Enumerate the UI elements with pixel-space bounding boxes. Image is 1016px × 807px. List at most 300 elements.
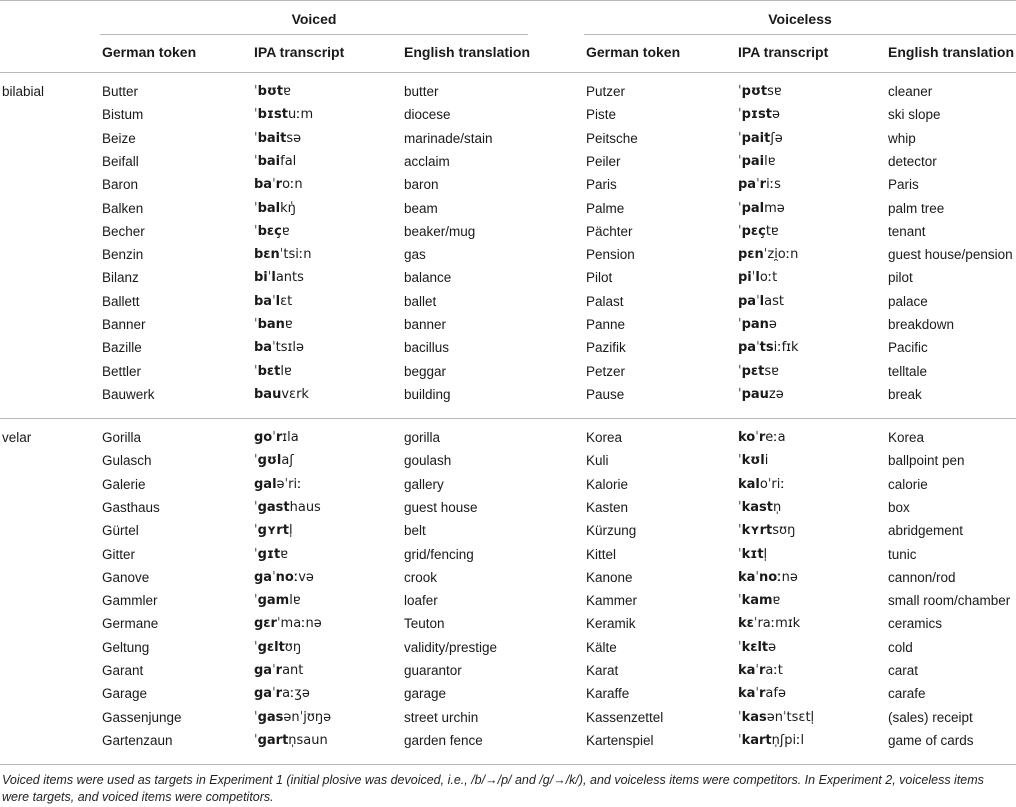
voiceless-german-token: Keramik (586, 616, 636, 632)
voiceless-ipa-transcript (738, 154, 776, 170)
voiceless-english-translation: Pacific (888, 340, 928, 356)
ipa-stressed-segment: gʏrt (257, 523, 289, 539)
ipa-segment: ˈ (756, 340, 760, 356)
voiced-ipa-transcript (254, 201, 296, 217)
ipa-stressed-segment: ga (254, 569, 273, 585)
voiced-german-token: Ganove (102, 569, 150, 585)
voiced-english-translation: guest house (404, 499, 478, 515)
voiced-ipa-transcript (254, 177, 303, 193)
voiceless-german-token: Kittel (586, 546, 617, 562)
voiceless-german-token: Kassenzettel (586, 709, 664, 725)
voiced-english-translation: crook (404, 569, 438, 585)
ipa-stressed-segment: bi (254, 270, 268, 286)
voiceless-german-token: Kanone (586, 569, 633, 585)
voiceless-english-translation: whip (888, 130, 916, 146)
voiceless-ipa-transcript (738, 247, 798, 263)
voiced-german-token: Gürtel (102, 523, 139, 539)
voiceless-german-token: Pause (586, 386, 625, 402)
ipa-stressed-segment: pait (741, 130, 771, 146)
ipa-stressed-segment: kam (741, 593, 773, 609)
voiced-ipa-transcript (254, 294, 292, 310)
ipa-segment: sʊŋ (772, 523, 796, 539)
ipa-stressed-segment: l (275, 293, 281, 309)
ipa-stressed-segment: r (275, 686, 283, 702)
voiceless-german-token: Palme (586, 200, 625, 216)
voiceless-german-token: Palast (586, 293, 624, 309)
voiced-german-token: Becher (102, 223, 145, 239)
ipa-segment: ɐ (284, 317, 293, 332)
ipa-stressed-segment: ka (738, 569, 756, 585)
ipa-stressed-segment: bɛn (254, 247, 280, 263)
table-top-rule (0, 0, 1016, 1)
ipa-stressed-segment: pi (738, 270, 752, 286)
ipa-stressed-segment: r (275, 177, 283, 193)
ipa-stressed-segment: gɛlt (257, 639, 285, 655)
voiced-german-token: Germane (102, 616, 159, 632)
ipa-stressed-segment: l (759, 293, 765, 309)
voiced-ipa-transcript (254, 131, 301, 147)
ipa-stressed-segment: kas (741, 709, 767, 725)
voiced-german-token: Bettler (102, 363, 142, 379)
ipa-segment: sɐ (767, 84, 782, 99)
ipa-stressed-segment: gʊl (257, 453, 282, 469)
ipa-segment: aʃ (281, 453, 294, 469)
ipa-stressed-segment: noː (759, 569, 782, 585)
col-header-voiced-ipa: IPA transcript (254, 44, 345, 60)
ipa-segment: ˈ (254, 732, 258, 748)
voiced-german-token: Bazille (102, 340, 142, 356)
ipa-segment: ˈ (254, 639, 258, 655)
ipa-segment: kŋ̍ (280, 200, 296, 216)
ipa-stressed-segment: pau (741, 386, 769, 402)
voiceless-english-translation: box (888, 499, 910, 515)
voiced-ipa-transcript (254, 570, 314, 586)
voiceless-ipa-transcript (738, 663, 783, 679)
voiceless-german-token: Pächter (586, 223, 633, 239)
voiceless-german-token: Panne (586, 317, 626, 332)
voiceless-german-token: Pension (586, 247, 635, 263)
voiced-german-token: Gartenzaun (102, 732, 173, 748)
ipa-stressed-segment: r (275, 430, 283, 445)
voiced-ipa-transcript (254, 640, 301, 656)
voiced-german-token: Gassenjunge (102, 709, 182, 725)
ipa-segment: ˈ (738, 363, 742, 379)
ipa-stressed-segment: pɪst (741, 107, 772, 123)
ipa-stressed-segment: gal (254, 476, 277, 492)
voiced-german-token: Gulasch (102, 453, 152, 469)
ipa-stressed-segment: l (271, 270, 276, 286)
voiceless-english-translation: tenant (888, 223, 926, 239)
voiceless-german-token: Paris (586, 177, 617, 193)
ipa-segment: ˈ (738, 130, 742, 146)
voiceless-german-token: Kammer (586, 593, 638, 609)
voiceless-ipa-transcript (738, 453, 768, 469)
category-label-velar: velar (2, 430, 32, 445)
ipa-stressed-segment: bɛç (257, 223, 282, 239)
voiced-english-translation: gas (404, 247, 426, 263)
voiced-ipa-transcript (254, 477, 301, 493)
ipa-segment: ˈ (254, 153, 258, 169)
ipa-stressed-segment: bai (257, 153, 281, 169)
ipa-segment: lɐ (764, 153, 776, 169)
ipa-segment: ˈmaːnə (276, 616, 322, 632)
ipa-segment: ˈ (254, 223, 258, 239)
group-rule-voiced (100, 34, 528, 35)
ipa-stressed-segment: bait (257, 130, 287, 146)
ipa-segment: eːa (765, 430, 786, 445)
ipa-stressed-segment: pɛç (741, 223, 766, 239)
voiceless-ipa-transcript (738, 733, 804, 749)
voiceless-german-token: Pilot (586, 270, 613, 286)
voiceless-ipa-transcript (738, 547, 767, 563)
voiced-german-token: Bauwerk (102, 386, 155, 402)
ipa-segment: ˈ (738, 639, 742, 655)
ipa-stressed-segment: bau (254, 386, 282, 402)
voiced-english-translation: balance (404, 270, 452, 286)
ipa-segment: ast (764, 293, 784, 309)
voiced-ipa-transcript (254, 733, 328, 749)
voiced-german-token: Garage (102, 686, 148, 702)
voiceless-german-token: Piste (586, 107, 617, 123)
ipa-stressed-segment: r (758, 430, 766, 445)
ipa-segment: ˈ (738, 386, 742, 402)
ipa-segment: lɐ (280, 363, 292, 379)
ipa-stressed-segment: l (755, 270, 760, 286)
ipa-stressed-segment: ban (257, 317, 285, 332)
section-divider-rule (0, 418, 1016, 419)
voiceless-english-translation: carafe (888, 686, 926, 702)
ipa-stressed-segment: ba (254, 177, 273, 193)
ipa-segment: ɪla (282, 430, 299, 445)
voiced-english-translation: acclaim (404, 153, 450, 169)
ipa-segment: ˈ (756, 293, 760, 309)
voiced-english-translation: loafer (404, 593, 438, 609)
voiceless-german-token: Kälte (586, 639, 617, 655)
ipa-segment: ˈ (254, 363, 258, 379)
ipa-segment: ˈ (254, 84, 258, 99)
ipa-stressed-segment: gas (257, 709, 284, 725)
ipa-segment: ˈ (254, 317, 258, 332)
ipa-segment: tɐ (765, 223, 779, 239)
ipa-stressed-segment: pan (741, 317, 769, 332)
ipa-segment: ɐ (283, 84, 291, 99)
ipa-segment: və (298, 569, 314, 585)
ipa-stressed-segment: bal (257, 200, 281, 216)
ipa-segment: ˈ (738, 546, 742, 562)
voiced-ipa-transcript (254, 523, 293, 539)
voiceless-english-translation: ballpoint pen (888, 453, 965, 469)
voiceless-german-token: Petzer (586, 363, 626, 379)
ipa-segment: ˈzi̯oːn (763, 247, 799, 263)
ipa-segment: iːs (766, 177, 781, 193)
voiceless-ipa-transcript (738, 500, 781, 516)
voiceless-ipa-transcript (738, 570, 798, 586)
voiceless-english-translation: breakdown (888, 317, 955, 332)
ipa-segment: ɐ (281, 223, 290, 239)
ipa-stressed-segment: gam (257, 593, 290, 609)
ipa-segment: ˈ (738, 223, 742, 239)
ipa-stressed-segment: kʏrt (741, 523, 773, 539)
ipa-stressed-segment: kʊl (741, 453, 765, 469)
ipa-segment: ˈ (738, 709, 742, 725)
voiceless-german-token: Karaffe (586, 686, 630, 702)
voiceless-english-translation: Korea (888, 430, 925, 445)
ipa-segment: ˈ (254, 546, 258, 562)
ipa-segment: l̩ (288, 523, 293, 539)
ipa-segment: əˈriː (276, 476, 302, 492)
voiceless-ipa-transcript (738, 640, 776, 656)
ipa-segment: ants (275, 270, 304, 286)
voiceless-ipa-transcript (738, 364, 779, 380)
voiced-german-token: Butter (102, 84, 139, 99)
voiced-ipa-transcript (254, 317, 293, 333)
ipa-segment: ə (771, 107, 780, 123)
ipa-segment: ɐ (772, 593, 781, 609)
ipa-segment: ˈ (272, 293, 276, 309)
ipa-stressed-segment: kal (738, 476, 760, 492)
ipa-stressed-segment: kɛlt (741, 639, 769, 655)
voiceless-english-translation: cold (888, 639, 913, 655)
ipa-stressed-segment: ga (254, 663, 273, 678)
voiced-english-translation: ballet (404, 293, 437, 309)
ipa-stressed-segment: r (759, 686, 766, 702)
ipa-segment: ˈ (254, 453, 258, 469)
voiced-ipa-transcript (254, 270, 304, 286)
voiced-german-token: Ballett (102, 293, 140, 309)
voiced-english-translation: butter (404, 84, 439, 99)
voiced-ipa-transcript (254, 84, 291, 100)
ipa-segment: ˈ (254, 709, 258, 725)
group-header-voiceless: Voiceless (768, 11, 832, 27)
voiced-german-token: Beize (102, 130, 136, 146)
ipa-segment: ˈ (254, 593, 258, 609)
voiceless-german-token: Peiler (586, 153, 621, 169)
ipa-segment: ˈtsɪlə (272, 340, 304, 356)
voiced-english-translation: grid/fencing (404, 546, 474, 562)
voiceless-german-token: Kuli (586, 453, 609, 469)
voiced-ipa-transcript (254, 107, 313, 123)
ipa-stressed-segment: kast (741, 499, 773, 515)
voiceless-english-translation: carat (888, 663, 919, 678)
ipa-segment: ˈ (254, 523, 258, 539)
ipa-segment: aːt (765, 663, 783, 678)
voiced-english-translation: diocese (404, 107, 451, 123)
col-header-voiceless-english: English translation (888, 44, 1015, 60)
voiceless-ipa-transcript (738, 710, 814, 726)
voiced-german-token: Banner (102, 317, 146, 332)
ipa-segment: ˈ (738, 453, 742, 469)
group-rule-voiceless (584, 34, 1016, 35)
ipa-stressed-segment: ba (254, 340, 273, 356)
ipa-stressed-segment: bʊt (257, 84, 284, 99)
ipa-segment: n̩ʃpiːl (771, 732, 805, 748)
ipa-segment: nə (781, 569, 798, 585)
voiceless-ipa-transcript (738, 477, 785, 493)
header-bottom-rule (0, 72, 1016, 73)
voiceless-ipa-transcript (738, 294, 784, 310)
ipa-segment: ˈ (272, 686, 276, 702)
voiceless-ipa-transcript (738, 430, 786, 446)
ipa-stressed-segment: ba (254, 293, 273, 309)
ipa-segment: ˈ (254, 499, 258, 515)
voiceless-english-translation: cannon/rod (888, 569, 956, 585)
voiced-english-translation: belt (404, 523, 426, 539)
ipa-segment: ˈ (254, 200, 258, 216)
voiced-english-translation: garage (404, 686, 447, 702)
voiceless-ipa-transcript (738, 523, 795, 539)
voiced-ipa-transcript (254, 686, 310, 702)
voiced-german-token: Baron (102, 177, 139, 193)
voiceless-german-token: Peitsche (586, 130, 638, 146)
ipa-segment: ə (768, 639, 777, 655)
voiced-english-translation: building (404, 386, 451, 402)
ipa-segment: ˈ (751, 270, 756, 286)
voiced-ipa-transcript (254, 387, 309, 403)
ipa-segment: ˈ (272, 430, 276, 445)
voiced-german-token: Benzin (102, 247, 144, 263)
voiceless-english-translation: palace (888, 293, 928, 309)
voiceless-ipa-transcript (738, 131, 783, 147)
ipa-stressed-segment: pai (741, 153, 765, 169)
ipa-segment: sə (286, 130, 302, 146)
ipa-segment: ˈ (738, 593, 742, 609)
voiced-ipa-transcript (254, 547, 288, 563)
ipa-stressed-segment: go (254, 430, 273, 445)
ipa-stressed-segment: ka (738, 686, 756, 702)
voiceless-german-token: Kasten (586, 499, 629, 515)
ipa-stressed-segment: pa (738, 177, 757, 193)
ipa-segment: zə (768, 386, 784, 402)
ipa-stressed-segment: ts (759, 340, 774, 356)
ipa-segment: aːʒə (282, 686, 310, 702)
ipa-stressed-segment: r (275, 663, 283, 678)
table-footnote: Voiced items were used as targets in Experiment 1 (initial plosive was devoiced, i.e., /b/→/p/ and /g/→/k/), and voiceless items were competitors. In Experiment 2, voiceless items were targets, and voiced items were competitors. (2, 773, 984, 804)
ipa-segment: n̩ (772, 499, 782, 515)
voiced-ipa-transcript (254, 224, 290, 240)
ipa-segment: ˈ (738, 523, 742, 539)
ipa-stressed-segment: pɛt (741, 363, 765, 379)
ipa-segment: ɐ (280, 546, 289, 562)
voiced-english-translation: bacillus (404, 340, 450, 356)
voiced-english-translation: beaker/mug (404, 223, 476, 239)
voiceless-ipa-transcript (738, 340, 799, 356)
table-bottom-rule (0, 764, 1016, 765)
voiceless-german-token: Pazifik (586, 340, 626, 356)
voiceless-ipa-transcript (738, 593, 780, 609)
voiceless-english-translation: Paris (888, 177, 919, 193)
voiceless-ipa-transcript (738, 270, 777, 286)
voiced-english-translation: Teuton (404, 616, 445, 632)
voiced-ipa-transcript (254, 710, 331, 726)
voiceless-english-translation: palm tree (888, 200, 945, 216)
voiced-english-translation: gorilla (404, 430, 441, 445)
ipa-stressed-segment: kɪt (741, 546, 764, 562)
ipa-segment: haus (289, 499, 321, 515)
voiceless-german-token: Kalorie (586, 476, 629, 492)
voiceless-english-translation: ski slope (888, 107, 941, 123)
voiceless-ipa-transcript (738, 387, 784, 403)
voiced-ipa-transcript (254, 430, 299, 446)
ipa-stressed-segment: gart (257, 732, 289, 748)
ipa-segment: fal (280, 153, 297, 169)
voiced-english-translation: guarantor (404, 663, 462, 678)
voiceless-english-translation: small room/chamber (888, 593, 1011, 609)
voiceless-ipa-transcript (738, 616, 800, 632)
voiced-ipa-transcript (254, 593, 301, 609)
voiceless-english-translation: cleaner (888, 84, 933, 99)
ipa-stressed-segment: r (759, 177, 767, 193)
ipa-stressed-segment: ga (254, 686, 273, 702)
ipa-segment: ˈ (254, 107, 258, 123)
voiceless-german-token: Kartenspiel (586, 732, 654, 748)
ipa-segment: ˈ (755, 686, 759, 702)
voiced-english-translation: beam (404, 200, 438, 216)
voiced-english-translation: validity/prestige (404, 639, 498, 655)
ipa-segment: ˈ (738, 200, 742, 216)
ipa-segment: oˈriː (759, 476, 785, 492)
voiced-english-translation: baron (404, 177, 439, 193)
category-label-bilabial: bilabial (2, 84, 45, 99)
voiceless-english-translation: abridgement (888, 523, 964, 539)
ipa-segment: ˈ (272, 663, 276, 678)
voiceless-german-token: Putzer (586, 84, 626, 99)
voiced-ipa-transcript (254, 453, 294, 469)
ipa-segment: ˈ (755, 430, 759, 445)
ipa-stressed-segment: ka (738, 663, 756, 678)
ipa-segment: ˈ (756, 177, 760, 193)
voiceless-english-translation: guest house/pension (888, 247, 1013, 263)
voiced-german-token: Gitter (102, 546, 136, 562)
ipa-segment: ˈ (254, 130, 258, 146)
voiceless-english-translation: (sales) receipt (888, 709, 973, 725)
ipa-stressed-segment: kɛ (738, 616, 754, 632)
ipa-stressed-segment: noː (275, 569, 299, 585)
ipa-segment: sɐ (764, 363, 779, 379)
voiced-german-token: Geltung (102, 639, 150, 655)
ipa-stressed-segment: pa (738, 340, 757, 356)
voiced-english-translation: street urchin (404, 709, 479, 725)
voiceless-english-translation: tunic (888, 546, 917, 562)
ipa-segment: ˈ (738, 153, 742, 169)
voiceless-english-translation: game of cards (888, 732, 974, 748)
ipa-segment: ʃə (770, 130, 783, 146)
voiceless-english-translation: detector (888, 153, 937, 169)
ipa-stressed-segment: r (759, 663, 766, 678)
ipa-segment: vɛrk (281, 386, 309, 402)
voiced-german-token: Beifall (102, 153, 139, 169)
ipa-stressed-segment: ko (738, 430, 756, 445)
voiced-english-translation: banner (404, 317, 447, 332)
col-header-voiced-german: German token (102, 44, 197, 60)
ipa-segment: ə (768, 317, 777, 332)
voiceless-english-translation: pilot (888, 270, 913, 286)
voiced-german-token: Balken (102, 200, 144, 216)
ipa-segment: ˈraːmɪk (753, 616, 801, 632)
voiced-german-token: Galerie (102, 476, 146, 492)
ipa-segment: ˈ (272, 177, 276, 193)
voiceless-ipa-transcript (738, 201, 785, 217)
group-header-voiced: Voiced (291, 11, 337, 27)
voiced-english-translation: goulash (404, 453, 452, 469)
ipa-stressed-segment: bɪst (257, 107, 288, 123)
ipa-segment: ənˈjʊŋə (283, 709, 332, 725)
voiceless-english-translation: break (888, 386, 922, 402)
ipa-stressed-segment: kart (741, 732, 772, 748)
ipa-segment: ˈ (738, 499, 742, 515)
ipa-segment: l̩ (763, 546, 768, 562)
ipa-segment: ˈ (755, 569, 759, 585)
ipa-segment: ˈ (272, 569, 276, 585)
